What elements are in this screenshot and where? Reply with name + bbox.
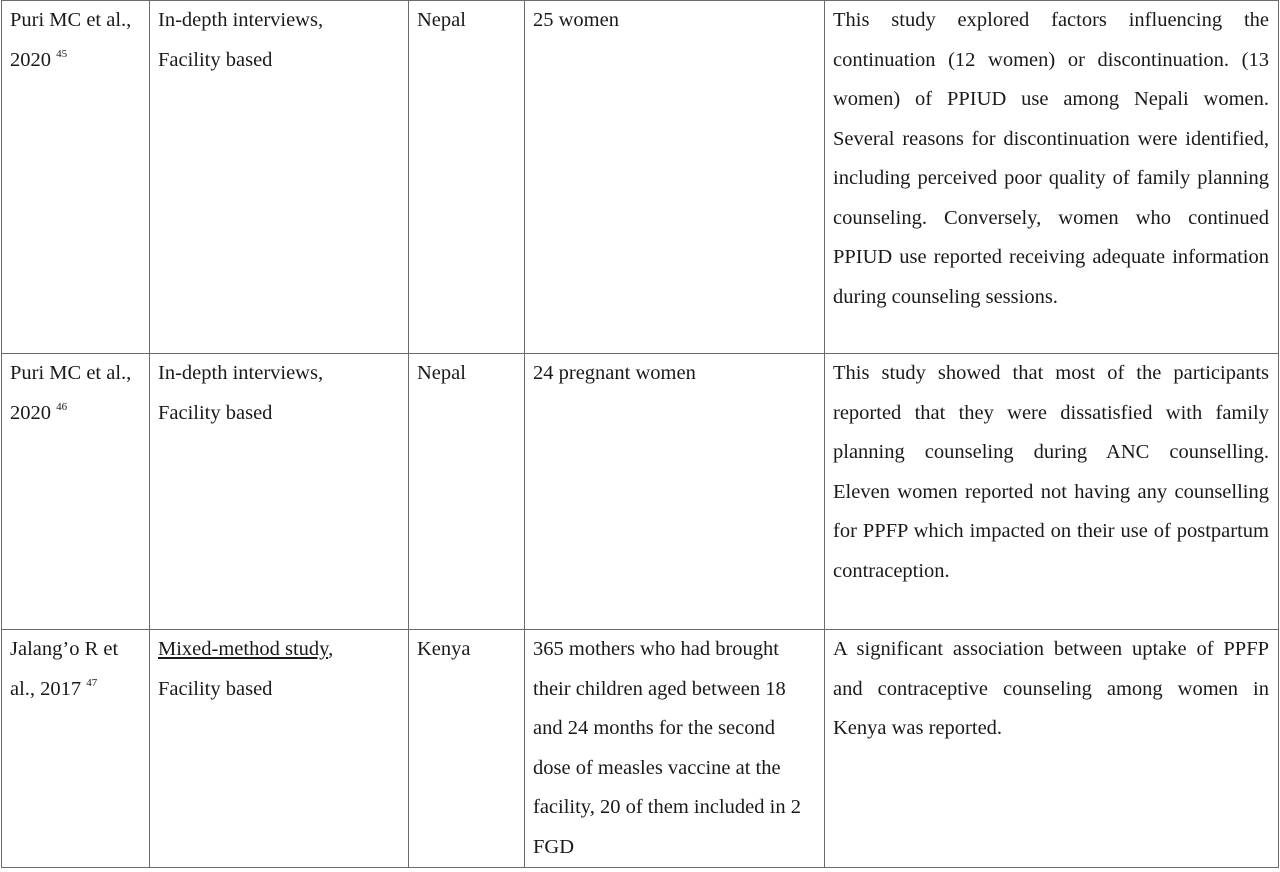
country-cell — [409, 354, 525, 630]
sample: 24 pregnant women — [533, 362, 696, 384]
findings-cell — [825, 1, 1279, 354]
findings-cell — [825, 354, 1279, 630]
reference-number: 46 — [56, 400, 68, 413]
author-cell — [2, 354, 150, 630]
country: Nepal — [417, 9, 466, 31]
author-year: 2020 — [10, 401, 51, 424]
author-cell — [2, 1, 150, 354]
literature-review-table — [1, 0, 1279, 868]
sample: 365 mothers who had brought their children aged between 18 and 24 months for the second dose of measles vaccine at the facility, 20 of them included in 2 FGD — [533, 638, 801, 858]
country-cell — [409, 630, 525, 868]
country: Kenya — [417, 638, 471, 660]
reference-number: 45 — [56, 47, 68, 60]
country: Nepal — [417, 362, 466, 384]
study-design: Mixed-method study — [158, 638, 329, 660]
author-name: Puri MC et al., — [10, 9, 132, 31]
study-design-cell — [150, 630, 409, 868]
author-year: 2020 — [10, 48, 51, 71]
author-name: Puri MC et al., — [10, 362, 132, 384]
sample-cell — [525, 1, 825, 354]
study-design-line — [158, 630, 399, 670]
table-row — [2, 630, 1279, 868]
findings: A significant association between uptake of PPFP and contraceptive counseling among women in Kenya was reported. — [833, 638, 1269, 739]
study-design-cell — [150, 1, 409, 354]
author-name: Jalang’o R et — [10, 638, 119, 660]
sample-cell — [525, 354, 825, 630]
sample: 25 women — [533, 9, 619, 31]
reference-number: 47 — [86, 676, 98, 689]
findings: This study showed that most of the participants reported that they were dissatisfied with family planning counseling during ANC counselling. Eleven women reported not having any counselling for PPFP which impacted on their use of postpartum contraception. — [833, 362, 1269, 582]
study-design-cell — [150, 354, 409, 630]
sample-cell — [525, 630, 825, 868]
author-year: al., 2017 — [10, 677, 82, 700]
study-design: In-depth interviews, — [158, 9, 324, 31]
table-row — [2, 1, 1279, 354]
country-cell — [409, 1, 525, 354]
study-design-separator: , — [328, 638, 334, 660]
table-row — [2, 354, 1279, 630]
study-setting: Facility based — [158, 48, 273, 71]
study-setting: Facility based — [158, 401, 273, 424]
study-setting: Facility based — [158, 677, 273, 700]
findings: This study explored factors influencing the continuation (12 women) or discontinuation. (13 women) of PPIUD use among Nepali women. Several reasons for discontinuation were identified, including perceived poor quality of family planning counseling. Conversely, women who continued PPIUD use reported receiving adequate information during counseling sessions. — [833, 9, 1269, 308]
study-design: In-depth interviews, — [158, 362, 324, 384]
findings-cell — [825, 630, 1279, 868]
author-cell — [2, 630, 150, 868]
